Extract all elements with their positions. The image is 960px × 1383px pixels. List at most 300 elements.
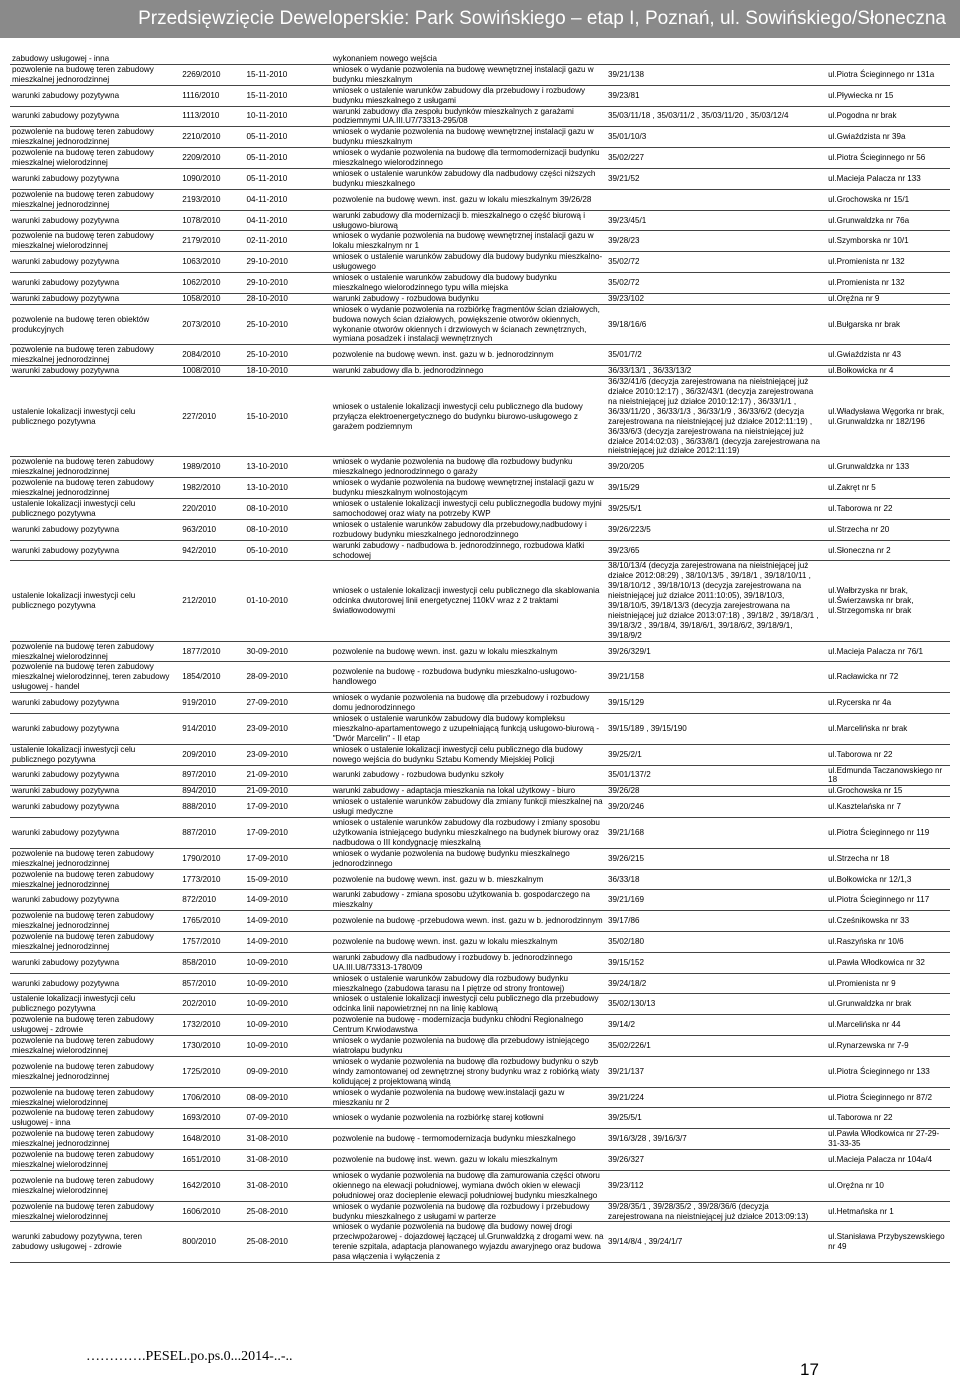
plots-cell: 39/23/102: [606, 293, 826, 304]
permit-type-cell: warunki zabudowy pozytywna: [10, 366, 180, 377]
address-cell: ul.Strzecha nr 18: [826, 848, 950, 869]
description-cell: pozwolenie na budowę - rozbudowa budynku mieszkalno-usługowo-handlowego: [331, 662, 606, 693]
address-cell: ul.Cześnikowska nr 33: [826, 911, 950, 932]
description-cell: wniosek o wydanie pozwolenia na budowę dla rozbudowy budynku mieszkalnego jednorodzinnego o garaży: [331, 457, 606, 478]
decision-number-cell: 1989/2010: [180, 457, 244, 478]
decision-number-cell: 1982/2010: [180, 478, 244, 499]
permit-type-cell: pozwolenie na budowę teren zabudowy mieszkalnej wielorodzinnej: [10, 1036, 180, 1057]
decision-number-cell: 209/2010: [180, 744, 244, 765]
table-row: [10, 85, 950, 106]
decision-number-cell: 1706/2010: [180, 1087, 244, 1108]
footer-note: ………….PESEL.po.ps.0...2014-..-..: [86, 1349, 293, 1364]
plots-cell: 39/15/29: [606, 478, 826, 499]
table-row: [10, 1170, 950, 1201]
table-row: [10, 994, 950, 1015]
address-cell: ul.Marcelińska nr brak: [826, 714, 950, 745]
decision-number-cell: [180, 54, 244, 64]
address-cell: ul.Macieja Palacza nr 133: [826, 168, 950, 189]
permit-type-cell: pozwolenie na budowę teren zabudowy mieszkalnej wielorodzinnej: [10, 1170, 180, 1201]
description-cell: pozwolenie na budowę wewn. inst. gazu w lokalu mieszkalnym: [331, 932, 606, 953]
table-row: [10, 1056, 950, 1087]
decision-date-cell: 23-09-2010: [244, 714, 330, 745]
permit-type-cell: pozwolenie na budowę teren zabudowy mieszkalnej jednorodzinnej: [10, 848, 180, 869]
table-row: [10, 457, 950, 478]
permit-type-cell: pozwolenie na budowę teren zabudowy mieszkalnej jednorodzinnej: [10, 345, 180, 366]
permit-type-cell: warunki zabudowy pozytywna: [10, 973, 180, 994]
description-cell: warunki zabudowy dla modernizacji b. mieszkalnego o część biurową i usługowo-biurową: [331, 210, 606, 231]
decision-date-cell: 10-09-2010: [244, 952, 330, 973]
decision-date-cell: 04-11-2010: [244, 210, 330, 231]
table-row: [10, 662, 950, 693]
table-row: [10, 345, 950, 366]
permit-type-cell: ustalenie lokalizacji inwestycji celu publicznego pozytywna: [10, 377, 180, 457]
permit-type-cell: pozwolenie na budowę teren zabudowy mieszkalnej jednorodzinnej: [10, 932, 180, 953]
permit-type-cell: warunki zabudowy pozytywna: [10, 273, 180, 294]
decision-date-cell: 15-11-2010: [244, 85, 330, 106]
decision-date-cell: 04-11-2010: [244, 189, 330, 210]
description-cell: wniosek o wydanie pozwolenia na budowę wewnętrznej instalacji gazu w budynku mieszkalnym wolnostojącym: [331, 478, 606, 499]
plots-cell: 39/14/2: [606, 1015, 826, 1036]
plots-cell: 39/17/86: [606, 911, 826, 932]
address-cell: ul.Promienista nr 132: [826, 252, 950, 273]
decision-date-cell: 08-09-2010: [244, 1087, 330, 1108]
decision-date-cell: 10-11-2010: [244, 106, 330, 127]
permit-type-cell: warunki zabudowy pozytywna: [10, 252, 180, 273]
plots-cell: 39/25/5/1: [606, 1108, 826, 1129]
description-cell: wniosek o wydanie pozwolenia na budowę dla przebudowy i rozbudowy domu jednorodzinnego: [331, 693, 606, 714]
decision-number-cell: 919/2010: [180, 693, 244, 714]
permit-type-cell: warunki zabudowy pozytywna: [10, 293, 180, 304]
address-cell: ul.Promienista nr 9: [826, 973, 950, 994]
description-cell: warunki zabudowy - rozbudowa budynku: [331, 293, 606, 304]
address-cell: ul.Szymborska nr 10/1: [826, 231, 950, 252]
description-cell: wykonaniem nowego wejścia: [331, 54, 606, 64]
description-cell: wniosek o ustalenie warunków zabudowy dla budowy kompleksu mieszkalno-apartamentowego z uzupełniającą funkcją usługowo-biurową - "Dwór Marcelin" - II etap: [331, 714, 606, 745]
address-cell: ul.Bołkowicka nr 12/1,3: [826, 869, 950, 890]
plots-cell: 39/23/65: [606, 540, 826, 561]
address-cell: ul.Raszyńska nr 10/6: [826, 932, 950, 953]
plots-cell: 39/23/81: [606, 85, 826, 106]
address-cell: ul.Hetmańska nr 1: [826, 1201, 950, 1222]
plots-cell: 39/21/224: [606, 1087, 826, 1108]
plots-cell: 38/10/13/4 (decyzja zarejestrowana na nieistniejącej już działce 2012:08:29) , 38/10/13/5 , 39/18/1 , 39/18/10/11 , 39/18/10/12 , 39/18/10/13 (decyzja zarejestrowana na nieistniejącej już działce 2011:10:05), 39/18/10/3, 39/18/10/5, 39/18/13/3 (decyzja zarejestrowana na nieistniejącej już działce 2013:07:18) , 39/18/2 , 39/18/3/1 , 39/18/3/2 , 39/18/4, 39/18/6/1, 39/18/6/2, 39/18/9/1, 39/18/9/2: [606, 561, 826, 641]
decision-date-cell: 10-09-2010: [244, 1015, 330, 1036]
decision-date-cell: 15-11-2010: [244, 64, 330, 85]
address-cell: ul.Rynarzewska nr 7-9: [826, 1036, 950, 1057]
permit-type-cell: warunki zabudowy pozytywna: [10, 210, 180, 231]
table-row: [10, 189, 950, 210]
table-row: [10, 1150, 950, 1171]
table-row: [10, 304, 950, 345]
table-row: [10, 148, 950, 169]
permit-type-cell: pozwolenie na budowę teren zabudowy mieszkalnej wielorodzinnej: [10, 1087, 180, 1108]
address-cell: ul.Edmunda Taczanowskiego nr 18: [826, 765, 950, 786]
description-cell: wniosek o ustalenie lokalizacji inwestycji celu publicznegodla budowy myjni samochodowej oraz wiaty na potrzeby KWP: [331, 498, 606, 519]
table-row: [10, 1222, 950, 1263]
address-cell: ul.Piotra Ścieginnego nr 56: [826, 148, 950, 169]
description-cell: warunki zabudowy dla nadbudowy i rozbudowy b. jednorodzinnego UA.III.U8/73313-1780/09: [331, 952, 606, 973]
decision-date-cell: 28-10-2010: [244, 293, 330, 304]
address-cell: ul.Pawła Włodkowica nr 27-29-31-33-35: [826, 1129, 950, 1150]
decision-number-cell: 1058/2010: [180, 293, 244, 304]
table-row: [10, 1015, 950, 1036]
decision-number-cell: 1642/2010: [180, 1170, 244, 1201]
plots-cell: 39/25/2/1: [606, 744, 826, 765]
address-cell: ul.Gwiaździsta nr 43: [826, 345, 950, 366]
permit-type-cell: ustalenie lokalizacji inwestycji celu publicznego pozytywna: [10, 498, 180, 519]
decision-number-cell: 1063/2010: [180, 252, 244, 273]
table-row: [10, 818, 950, 849]
decision-date-cell: 08-10-2010: [244, 519, 330, 540]
table-row: [10, 127, 950, 148]
plots-cell: 35/02/227: [606, 148, 826, 169]
decision-date-cell: 29-10-2010: [244, 252, 330, 273]
description-cell: wniosek o ustalenie lokalizacji inwestycji celu publicznego dla przebudowy odcinka linii napowietrznej nn na linię kablową: [331, 994, 606, 1015]
table-row: [10, 540, 950, 561]
table-row: [10, 231, 950, 252]
decision-number-cell: 1877/2010: [180, 641, 244, 662]
table-row: [10, 273, 950, 294]
decision-date-cell: 05-11-2010: [244, 148, 330, 169]
description-cell: wniosek o wydanie pozwolenia na rozbiórkę starej kotłowni: [331, 1108, 606, 1129]
plots-cell: 39/28/23: [606, 231, 826, 252]
permit-type-cell: pozwolenie na budowę teren zabudowy usługowej - inna: [10, 1108, 180, 1129]
table-row: [10, 1036, 950, 1057]
decision-date-cell: 28-09-2010: [244, 662, 330, 693]
plots-cell: 39/24/18/2: [606, 973, 826, 994]
address-cell: ul.Pływiecka nr 15: [826, 85, 950, 106]
description-cell: pozwolenie na budowę wewn. inst. gazu w lokalu mieszkalnym: [331, 641, 606, 662]
plots-cell: 39/25/5/1: [606, 498, 826, 519]
plots-cell: 39/26/215: [606, 848, 826, 869]
plots-cell: 39/15/129: [606, 693, 826, 714]
decision-number-cell: 1008/2010: [180, 366, 244, 377]
plots-cell: 35/01/137/2: [606, 765, 826, 786]
table-row: [10, 973, 950, 994]
decision-number-cell: 1730/2010: [180, 1036, 244, 1057]
permit-type-cell: warunki zabudowy pozytywna: [10, 797, 180, 818]
plots-cell: 39/21/169: [606, 890, 826, 911]
decision-date-cell: 25-10-2010: [244, 304, 330, 345]
decision-date-cell: 13-10-2010: [244, 478, 330, 499]
decision-date-cell: 25-08-2010: [244, 1222, 330, 1263]
plots-cell: 39/15/152: [606, 952, 826, 973]
decision-number-cell: 1693/2010: [180, 1108, 244, 1129]
description-cell: wniosek o ustalenie warunków zabudowy dla budowy budynku mieszkalnego wielorodzinnego typu willa miejska: [331, 273, 606, 294]
decision-number-cell: 872/2010: [180, 890, 244, 911]
permit-type-cell: pozwolenie na budowę teren zabudowy mieszkalnej jednorodzinnej: [10, 1056, 180, 1087]
plots-cell: 39/15/189 , 39/15/190: [606, 714, 826, 745]
address-cell: ul.Stanisława Przybyszewskiego nr 49: [826, 1222, 950, 1263]
permit-type-cell: pozwolenie na budowę teren zabudowy mieszkalnej jednorodzinnej: [10, 911, 180, 932]
description-cell: warunki zabudowy dla b. jednorodzinnego: [331, 366, 606, 377]
decision-date-cell: 25-08-2010: [244, 1201, 330, 1222]
permit-type-cell: pozwolenie na budowę teren zabudowy mieszkalnej jednorodzinnej: [10, 1129, 180, 1150]
address-cell: ul.Taborowa nr 22: [826, 498, 950, 519]
description-cell: pozwolenie na budowę inst. wewn. gazu w lokalu mieszkalnym: [331, 1150, 606, 1171]
decision-number-cell: 1757/2010: [180, 932, 244, 953]
decision-number-cell: 202/2010: [180, 994, 244, 1015]
decision-number-cell: 858/2010: [180, 952, 244, 973]
permit-type-cell: pozwolenie na budowę teren zabudowy mieszkalnej wielorodzinnej: [10, 1201, 180, 1222]
plots-cell: 35/01/10/3: [606, 127, 826, 148]
decision-number-cell: 1725/2010: [180, 1056, 244, 1087]
permit-type-cell: warunki zabudowy pozytywna: [10, 540, 180, 561]
description-cell: pozwolenie na budowę wewn. inst. gazu w b. jednorodzinnym: [331, 345, 606, 366]
table-row: [10, 911, 950, 932]
table-row: [10, 744, 950, 765]
description-cell: warunki zabudowy - adaptacja mieszkania na lokal użytkowy - biuro: [331, 786, 606, 797]
decision-number-cell: 1078/2010: [180, 210, 244, 231]
table-row: [10, 890, 950, 911]
plots-cell: 39/18/16/6: [606, 304, 826, 345]
plots-cell: 36/33/13/1 , 36/33/13/2: [606, 366, 826, 377]
description-cell: pozwolenie na budowę wewn. inst. gazu w lokalu mieszkalnym 39/26/28: [331, 189, 606, 210]
description-cell: warunki zabudowy - rozbudowa budynku szkoły: [331, 765, 606, 786]
permit-type-cell: warunki zabudowy pozytywna: [10, 714, 180, 745]
plots-cell: 39/21/168: [606, 818, 826, 849]
table-row: [10, 1087, 950, 1108]
plots-cell: 39/21/158: [606, 662, 826, 693]
decision-date-cell: 02-11-2010: [244, 231, 330, 252]
address-cell: ul.Taborowa nr 22: [826, 744, 950, 765]
decision-date-cell: 15-09-2010: [244, 869, 330, 890]
address-cell: ul.Zakręt nr 5: [826, 478, 950, 499]
address-cell: ul.Macieja Palacza nr 76/1: [826, 641, 950, 662]
decision-number-cell: 2084/2010: [180, 345, 244, 366]
decision-number-cell: 2209/2010: [180, 148, 244, 169]
permit-type-cell: pozwolenie na budowę teren zabudowy mieszkalnej wielorodzinnej: [10, 641, 180, 662]
address-cell: ul.Gwiaździsta nr 39a: [826, 127, 950, 148]
decision-date-cell: 29-10-2010: [244, 273, 330, 294]
plots-cell: 35/01/7/2: [606, 345, 826, 366]
decision-date-cell: 10-09-2010: [244, 1036, 330, 1057]
decision-number-cell: 1854/2010: [180, 662, 244, 693]
decision-date-cell: 27-09-2010: [244, 693, 330, 714]
decision-date-cell: 31-08-2010: [244, 1129, 330, 1150]
description-cell: wniosek o ustalenie warunków zabudowy dla nadbudowy części niższych budynku mieszkalnego: [331, 168, 606, 189]
decision-number-cell: 800/2010: [180, 1222, 244, 1263]
description-cell: wniosek o ustalenie warunków zabudowy dla przebudowy,nadbudowy i rozbudowy budynku mieszkalnego jednorodzinnego: [331, 519, 606, 540]
permits-register-table: [10, 54, 950, 1263]
permit-type-cell: pozwolenie na budowę teren zabudowy mieszkalnej wielorodzinnej: [10, 1150, 180, 1171]
decision-date-cell: 15-10-2010: [244, 377, 330, 457]
decision-number-cell: 887/2010: [180, 818, 244, 849]
permit-type-cell: warunki zabudowy pozytywna: [10, 693, 180, 714]
decision-date-cell: 10-09-2010: [244, 973, 330, 994]
address-cell: ul.Piotra Ścieginnego nr 119: [826, 818, 950, 849]
address-cell: ul.Piotra Ścieginnego nr 87/2: [826, 1087, 950, 1108]
decision-number-cell: 1732/2010: [180, 1015, 244, 1036]
address-cell: ul.Oręźna nr 10: [826, 1170, 950, 1201]
decision-date-cell: 17-09-2010: [244, 848, 330, 869]
address-cell: ul.Grunwaldzka nr 133: [826, 457, 950, 478]
table-row: [10, 786, 950, 797]
permit-type-cell: ustalenie lokalizacji inwestycji celu publicznego pozytywna: [10, 994, 180, 1015]
table-row: [10, 765, 950, 786]
description-cell: wniosek o wydanie pozwolenia na budowę dla rozbudowy budynku o szyb windy zamontowanej od zewnętrznej strony budynku wraz z robiórką wiaty kolidującej z projektowaną windą: [331, 1056, 606, 1087]
decision-number-cell: 1116/2010: [180, 85, 244, 106]
table-row: [10, 168, 950, 189]
decision-number-cell: 942/2010: [180, 540, 244, 561]
permit-type-cell: pozwolenie na budowę teren zabudowy mieszkalnej jednorodzinnej: [10, 457, 180, 478]
permit-type-cell: pozwolenie na budowę teren zabudowy mieszkalnej wielorodzinnej: [10, 148, 180, 169]
decision-date-cell: 17-09-2010: [244, 818, 330, 849]
decision-number-cell: 2179/2010: [180, 231, 244, 252]
plots-cell: 35/02/72: [606, 252, 826, 273]
permit-type-cell: pozwolenie na budowę teren zabudowy mieszkalnej jednorodzinnej: [10, 64, 180, 85]
permit-type-cell: warunki zabudowy pozytywna: [10, 106, 180, 127]
address-cell: ul.Piotra Ścieginnego nr 131a: [826, 64, 950, 85]
decision-number-cell: 1062/2010: [180, 273, 244, 294]
table-row: [10, 1108, 950, 1129]
decision-date-cell: 18-10-2010: [244, 366, 330, 377]
plots-cell: [606, 54, 826, 64]
address-cell: [826, 54, 950, 64]
plots-cell: 39/14/8/4 , 39/24/1/7: [606, 1222, 826, 1263]
address-cell: ul.Kasztelańska nr 7: [826, 797, 950, 818]
decision-date-cell: 14-09-2010: [244, 932, 330, 953]
plots-cell: 36/32/41/6 (decyzja zarejestrowana na nieistniejącej już działce 2010:12:17) , 36/32/43/1 (decyzja zarejestrowana na nieistniejącej już działce 2010:12:17) , 36/33/1/1 , 36/33/11/20 , 36/33/1/3 , 36/33/1/9 , 36/33/6/2 (decyzja zarejestrowana na nieistniejącej już działce 2012:11:19) , 36/33/6/3 (decyzja zarejestrowana na nieistniejącej już działce 2014:02:03) , 36/33/8/1 (decyzja zarejestrowana na nieistniejącej już działce 2012:11:19): [606, 377, 826, 457]
plots-cell: 39/21/52: [606, 168, 826, 189]
permit-type-cell: pozwolenie na budowę teren zabudowy mieszkalnej jednorodzinnej: [10, 478, 180, 499]
description-cell: wniosek o wydanie pozwolenia na budowę wewnętrznej instalacji gazu w lokalu mieszkalnym nr 1: [331, 231, 606, 252]
permit-type-cell: warunki zabudowy pozytywna: [10, 168, 180, 189]
description-cell: wniosek o wydanie pozwolenia na budowę dla budowy nowej drogi przeciwpożarowej - dojazdowej łączącej ul.Grunwaldzką z drogami wew. na terenie szpitala, adaptacja planowanego wyjazdu awaryjnego oraz budowa pasa włączenia i wyłączenia z: [331, 1222, 606, 1263]
decision-date-cell: 21-09-2010: [244, 765, 330, 786]
description-cell: wniosek o ustalenie warunków zabudowy dla rozbudowy i zmiany sposobu użytkowania istniejącego budynku mieszkalnego na budynek biurowy oraz nadbudowa o III kondygnację mieszkalną: [331, 818, 606, 849]
address-cell: ul.Grochowska nr 15: [826, 786, 950, 797]
decision-number-cell: 227/2010: [180, 377, 244, 457]
decision-number-cell: 2073/2010: [180, 304, 244, 345]
address-cell: ul.Oręźna nr 9: [826, 293, 950, 304]
address-cell: ul.Bułgarska nr brak: [826, 304, 950, 345]
decision-number-cell: 212/2010: [180, 561, 244, 641]
decision-number-cell: 2210/2010: [180, 127, 244, 148]
decision-date-cell: 05-11-2010: [244, 127, 330, 148]
permit-type-cell: pozwolenie na budowę teren zabudowy mieszkalnej wielorodzinnej: [10, 231, 180, 252]
table-row: [10, 869, 950, 890]
table-row: [10, 498, 950, 519]
decision-date-cell: 14-09-2010: [244, 911, 330, 932]
plots-cell: 39/23/112: [606, 1170, 826, 1201]
description-cell: pozwolenie na budowę - termomodernizacja budynku mieszkalnego: [331, 1129, 606, 1150]
address-cell: ul.Piotra Ścieginnego nr 117: [826, 890, 950, 911]
plots-cell: 39/16/3/28 , 39/16/3/7: [606, 1129, 826, 1150]
permit-type-cell: pozwolenie na budowę teren zabudowy mieszkalnej jednorodzinnej: [10, 869, 180, 890]
address-cell: ul.Macieja Palacza nr 104a/4: [826, 1150, 950, 1171]
permit-type-cell: warunki zabudowy pozytywna: [10, 890, 180, 911]
decision-date-cell: 10-09-2010: [244, 994, 330, 1015]
table-row: [10, 848, 950, 869]
permits-register-body: [10, 54, 950, 1263]
decision-number-cell: 963/2010: [180, 519, 244, 540]
permit-type-cell: warunki zabudowy pozytywna: [10, 786, 180, 797]
address-cell: ul.Promienista nr 132: [826, 273, 950, 294]
description-cell: wniosek o wydanie pozwolenia na budowę wewnętrznej instalacji gazu w budynku mieszkalnym: [331, 127, 606, 148]
description-cell: pozwolenie na budowę - modernizacja budynku chłodni Regionalnego Centrum Krwiodawstwa: [331, 1015, 606, 1036]
address-cell: ul.Grunwaldzka nr 76a: [826, 210, 950, 231]
permit-type-cell: pozwolenie na budowę teren zabudowy usługowej - zdrowie: [10, 1015, 180, 1036]
decision-number-cell: 1651/2010: [180, 1150, 244, 1171]
decision-number-cell: 1648/2010: [180, 1129, 244, 1150]
decision-date-cell: 05-11-2010: [244, 168, 330, 189]
description-cell: warunki zabudowy - zmiana sposobu użytkowania b. gospodarczego na mieszkalny: [331, 890, 606, 911]
description-cell: wniosek o wydanie pozwolenia na budowę dla rozbudowy i przebudowy budynku mieszkalnego z usługami w parterze: [331, 1201, 606, 1222]
table-row: [10, 377, 950, 457]
description-cell: wniosek o wydanie pozwolenia na budowę wew.instalacji gazu w mieszkaniu nr 2: [331, 1087, 606, 1108]
permit-type-cell: ustalenie lokalizacji inwestycji celu publicznego pozytywna: [10, 744, 180, 765]
plots-cell: [606, 189, 826, 210]
table-row: [10, 641, 950, 662]
table-row: [10, 210, 950, 231]
decision-number-cell: 894/2010: [180, 786, 244, 797]
decision-date-cell: 25-10-2010: [244, 345, 330, 366]
permit-type-cell: pozwolenie na budowę teren zabudowy mieszkalnej jednorodzinnej: [10, 127, 180, 148]
table-row: [10, 64, 950, 85]
address-cell: ul.Rycerska nr 4a: [826, 693, 950, 714]
permit-type-cell: warunki zabudowy pozytywna: [10, 765, 180, 786]
address-cell: ul.Pawła Włodkowica nr 32: [826, 952, 950, 973]
table-row: [10, 714, 950, 745]
table-row: [10, 1129, 950, 1150]
description-cell: wniosek o wydanie pozwolenia na budowę dla zamurowania części otworu okiennego na elewacji południowej, wymiana dwóch okien w elewacji południowej oraz docieplenie elewacji południowej budynku mieszkalnego: [331, 1170, 606, 1201]
decision-number-cell: 1090/2010: [180, 168, 244, 189]
address-cell: ul.Grunwaldzka nr brak: [826, 994, 950, 1015]
decision-number-cell: 2269/2010: [180, 64, 244, 85]
decision-number-cell: 888/2010: [180, 797, 244, 818]
address-cell: ul.Słoneczna nr 2: [826, 540, 950, 561]
table-row: [10, 952, 950, 973]
description-cell: wniosek o ustalenie lokalizacji inwestycji celu publicznego dla budowy nowego wejścia do budynku Sztabu Komendy Miejskiej Policji: [331, 744, 606, 765]
plots-cell: 35/03/11/18 , 35/03/11/2 , 35/03/11/20 , 35/03/12/4: [606, 106, 826, 127]
plots-cell: 39/28/35/1 , 39/28/35/2 , 39/28/36/6 (decyzja zarejestrowana na nieistniejącej już działce 2013:09:13): [606, 1201, 826, 1222]
description-cell: wniosek o wydanie pozwolenia na budowę dla termomodernizacji budynku mieszkalnego wielorodzinnego: [331, 148, 606, 169]
decision-date-cell: 08-10-2010: [244, 498, 330, 519]
decision-number-cell: 914/2010: [180, 714, 244, 745]
description-cell: wniosek o ustalenie warunków zabudowy dla przebudowy i rozbudowy budynku mieszkalnego z usługami: [331, 85, 606, 106]
table-row: [10, 106, 950, 127]
decision-date-cell: 31-08-2010: [244, 1170, 330, 1201]
table-row: [10, 293, 950, 304]
permit-type-cell: pozwolenie na budowę teren zabudowy mieszkalnej wielorodzinnej, teren zabudowy usługowej - handel: [10, 662, 180, 693]
description-cell: wniosek o wydanie pozwolenia na budowę dla przebudowy istniejącego wiatrołapu budynku: [331, 1036, 606, 1057]
decision-number-cell: 897/2010: [180, 765, 244, 786]
address-cell: ul.Władysława Węgorka nr brak, ul.Grunwaldzka nr 182/196: [826, 377, 950, 457]
plots-cell: 39/23/45/1: [606, 210, 826, 231]
decision-date-cell: 31-08-2010: [244, 1150, 330, 1171]
permit-type-cell: warunki zabudowy pozytywna, teren zabudowy usługowej - zdrowie: [10, 1222, 180, 1263]
plots-cell: 39/26/28: [606, 786, 826, 797]
description-cell: wniosek o ustalenie lokalizacji inwestycji celu publicznego dla budowy przyłącza elektroenergetycznego do budynku biurowo-usługowego z garażem podziemnym: [331, 377, 606, 457]
description-cell: wniosek o ustalenie warunków zabudowy dla budowy budynku mieszkalno-usługowego: [331, 252, 606, 273]
document-banner: [0, 0, 960, 38]
plots-cell: 36/33/18: [606, 869, 826, 890]
table-row: [10, 693, 950, 714]
table-row: [10, 54, 950, 64]
address-cell: ul.Piotra Ścieginnego nr 133: [826, 1056, 950, 1087]
description-cell: pozwolenie na budowę wewn. inst. gazu w b. mieszkalnym: [331, 869, 606, 890]
address-cell: ul.Grochowska nr 15/1: [826, 189, 950, 210]
decision-number-cell: 1790/2010: [180, 848, 244, 869]
description-cell: warunki zabudowy - nadbudowa b. jednorodzinnego, rozbudowa klatki schodowej: [331, 540, 606, 561]
decision-date-cell: 01-10-2010: [244, 561, 330, 641]
page-number: 17: [800, 1360, 819, 1379]
decision-date-cell: 30-09-2010: [244, 641, 330, 662]
address-cell: ul.Bołkowicka nr 4: [826, 366, 950, 377]
permit-type-cell: zabudowy usługowej - inna: [10, 54, 180, 64]
description-cell: wniosek o ustalenie lokalizacji inwestycji celu publicznego dla skablowania odcinka dwutorowej linii energetycznej 110kV wraz z 2 traktami światłowodowymi: [331, 561, 606, 641]
